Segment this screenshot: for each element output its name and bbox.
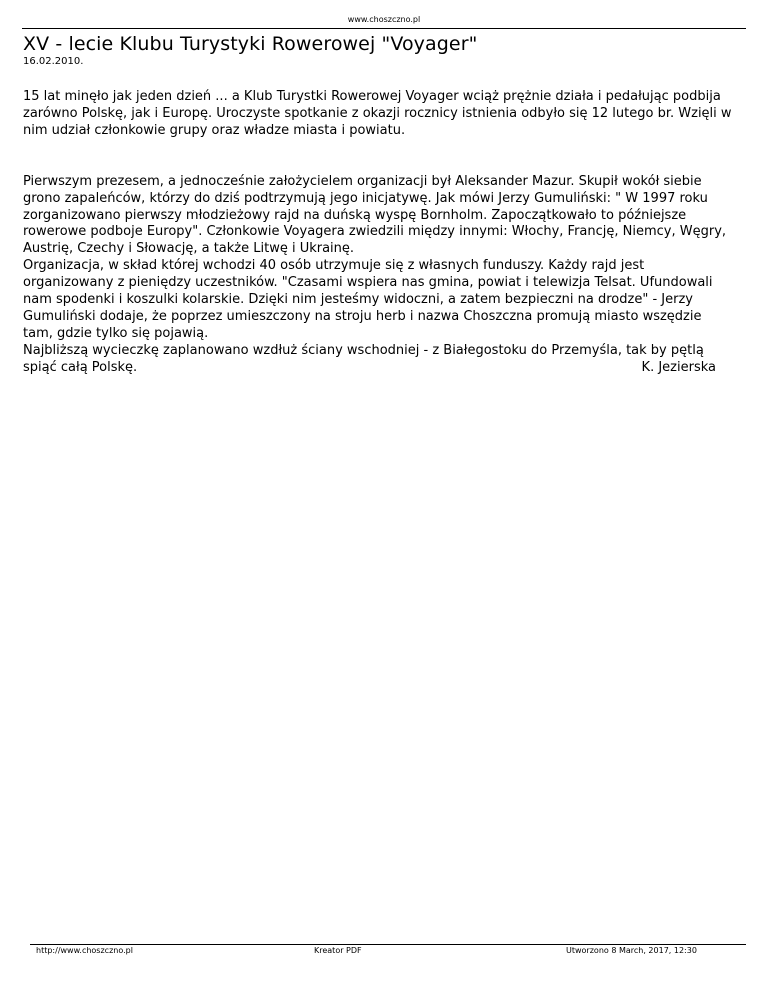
footer-divider [30,944,746,945]
footer-generator: Kreator PDF [314,946,362,955]
footer-url: http://www.choszczno.pl [36,946,133,955]
header-site-url: www.choszczno.pl [347,15,421,24]
article-body [23,89,733,377]
article-intro: 15 lat minęło jak jeden dzień ... a Klub Turystki Rowerowej Voyager wciąż prężnie działa i pedałując podbija zarówno Polskę, jak i Europę. Uroczyste spotkanie z okazji rocznicy istnienia odbyło się 12 lutego br. Wzięli w nim udział członkowie grupy oraz władze miasta i powiatu. [23,89,732,138]
article-paragraph-text: Najbliższą wycieczkę zaplanowano wzdłuż ściany wschodniej - z Białegostoku do Przemyśla, tak by pętlą spiąć całą Polskę. [23,342,704,375]
paragraph-spacer [23,140,733,174]
header-divider [22,28,746,29]
article-author: K. Jezierska [641,359,716,375]
article-paragraph: Pierwszym prezesem, a jednocześnie założycielem organizacji był Aleksander Mazur. Skupił wokół siebie grono zapaleńców, którzy do dziś podtrzymują jego inicjatywę. Jak mówi Jerzy Gumuliński: " W 1997 roku zorganizowano pierwszy młodzieżowy rajd na duńską wyspę Bornholm. Zapoczątkowało to późniejsze rowerowe podboje Europy". Członkowie Voyagera zwiedzili między innymi: Włochy, Francję, Niemcy, Węgry, Austrię, Czechy i Słowację, a także Litwę i Ukrainę. [23,173,727,257]
article-title: XV - lecie Klubu Turystyki Rowerowej "Voyager" [23,33,478,55]
article-paragraph-last [23,343,733,377]
footer-created: Utworzono 8 March, 2017, 12:30 [566,946,697,955]
article-date: 16.02.2010. [23,56,84,67]
article-paragraph: Organizacja, w skład której wchodzi 40 osób utrzymuje się z własnych funduszy. Każdy rajd jest organizowany z pieniędzy uczestników. "Czasami wspiera nas gmina, powiat i telewizja Telsat. Ufundowali nam spodenki i koszulki kolarskie. Dzięki nim jesteśmy widoczni, a zatem bezpieczni na drodze" - Jerzy Gumuliński dodaje, że poprzez umieszczony na stroju herb i nazwa Choszczna promują miasto wszędzie tam, gdzie tylko się pojawią. [23,258,713,341]
